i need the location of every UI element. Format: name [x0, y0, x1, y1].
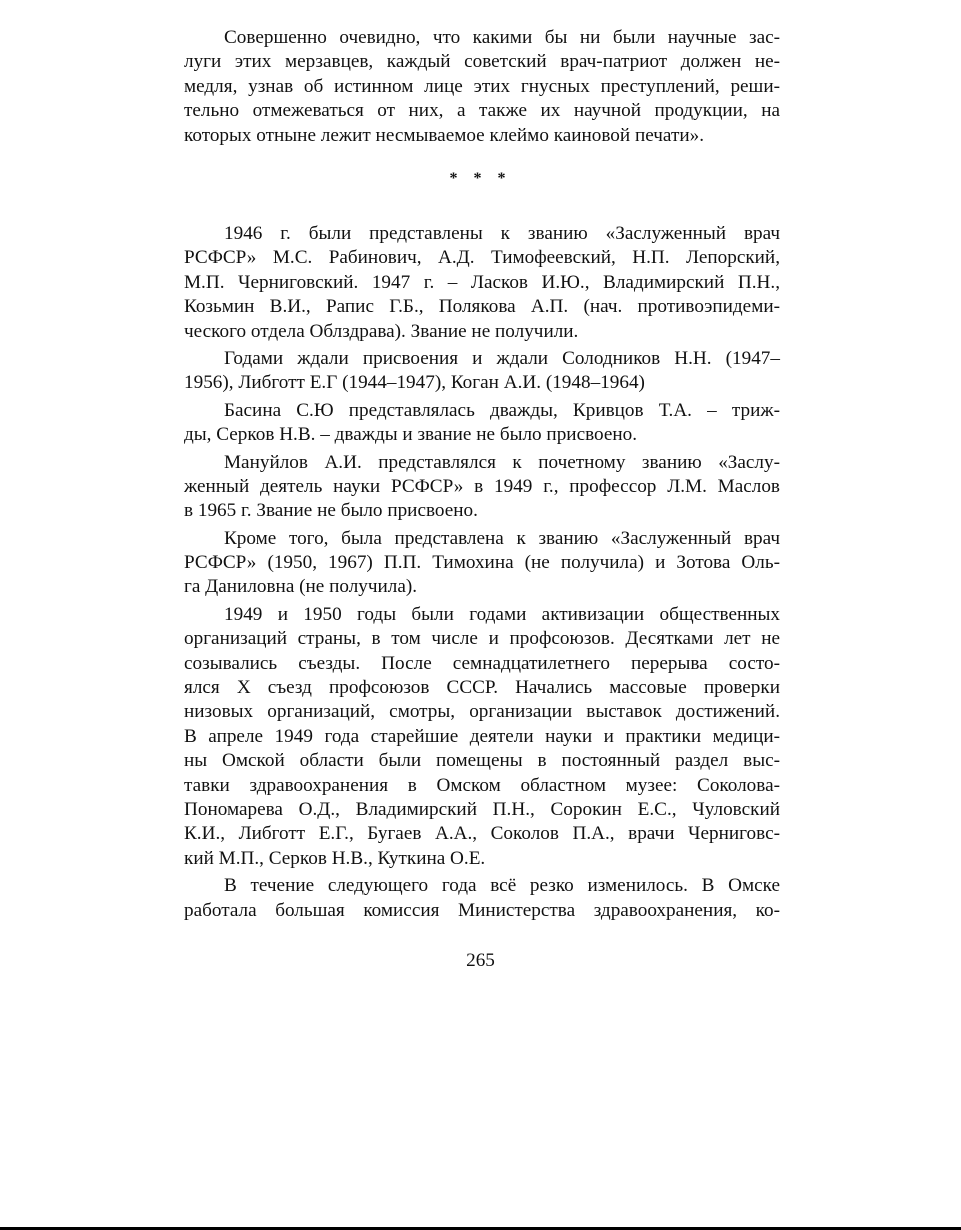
text-line: В апреле 1949 года старейшие деятели науки и практики медици-	[184, 725, 780, 747]
top-paragraph	[184, 26, 780, 148]
text-line: га Даниловна (не получила).	[184, 576, 418, 598]
text-line: М.П. Черниговский. 1947 г. – Ласков И.Ю., Владимирский П.Н.,	[184, 271, 780, 293]
text-line: РСФСР» (1950, 1967) П.П. Тимохина (не получила) и Зотова Оль-	[184, 552, 780, 574]
text-line: созывались съезды. После семнадцатилетнего перерыва состо-	[184, 652, 780, 674]
paragraph	[184, 451, 780, 524]
main-text	[184, 222, 780, 926]
text-line: в 1965 г. Звание не было присвоено.	[184, 500, 478, 522]
text-line: Кроме того, была представлена к званию «Заслуженный врач	[224, 527, 780, 549]
text-line: тавки здравоохранения в Омском областном музее: Соколова-	[184, 774, 780, 796]
text-line: женный деятель науки РСФСР» в 1949 г., профессор Л.М. Маслов	[184, 475, 780, 497]
paragraph	[184, 527, 780, 600]
text-line: 1956), Либготт Е.Г (1944–1947), Коган А.И. (1948–1964)	[184, 372, 645, 394]
text-line: работала большая комиссия Министерства здравоохранения, ко-	[184, 899, 780, 921]
text-line: ды, Серков Н.В. – дважды и звание не было присвоено.	[184, 424, 638, 446]
text-line: Мануйлов А.И. представлялся к почетному званию «Заслу-	[224, 451, 780, 473]
text-line: кий М.П., Серков Н.В., Куткина О.Е.	[184, 847, 486, 869]
text-line: К.И., Либготт Е.Г., Бугаев А.А., Соколов П.А., врачи Черниговс-	[184, 823, 780, 845]
text-line: Совершенно очевидно, что какими бы ни были научные зас-	[224, 27, 780, 48]
text-line: медля, узнав об истинном лице этих гнусных преступлений, реши-	[184, 75, 780, 97]
text-line: которых отныне лежит несмываемое клеймо каиновой печати».	[184, 124, 704, 146]
text-line: Басина С.Ю представлялась дважды, Кривцов Т.А. – триж-	[224, 399, 780, 421]
paragraph	[184, 399, 780, 448]
section-separator: * * *	[449, 170, 512, 187]
text-line: 1949 и 1950 годы были годами активизации общественных	[224, 603, 780, 625]
paragraph	[184, 347, 780, 396]
text-line: В течение следующего года всё резко изменилось. В Омске	[224, 875, 780, 897]
paragraph	[184, 874, 780, 923]
text-line: Пономарева О.Д., Владимирский П.Н., Сорокин Е.С., Чуловский	[184, 798, 780, 820]
text-line: Годами ждали присвоения и ждали Солодников Н.Н. (1947–	[224, 347, 780, 369]
paragraph	[184, 222, 780, 344]
text-line: тельно отмежеваться от них, а также их научной продукции, на	[184, 100, 780, 122]
text-line: РСФСР» М.С. Рабинович, А.Д. Тимофеевский, Н.П. Лепорский,	[184, 247, 780, 269]
text-line: 1946 г. были представлены к званию «Заслуженный врач	[224, 223, 780, 244]
text-line: организаций страны, в том числе и профсоюзов. Десятками лет не	[184, 628, 780, 650]
text-line: луги этих мерзавцев, каждый советский врач-патриот должен не-	[184, 51, 780, 73]
text-line: низовых организаций, смотры, организации выставок достижений.	[184, 701, 780, 723]
text-line: ческого отдела Облздрава). Звание не получили.	[184, 320, 579, 342]
page-number: 265	[466, 950, 495, 971]
text-line: Козьмин В.И., Рапис Г.Б., Полякова А.П. (нач. противоэпидеми-	[184, 296, 780, 318]
text-line: ялся Х съезд профсоюзов СССР. Начались массовые проверки	[184, 677, 780, 699]
paragraph	[184, 603, 780, 871]
text-line: ны Омской области были помещены в постоянный раздел выс-	[184, 750, 780, 772]
